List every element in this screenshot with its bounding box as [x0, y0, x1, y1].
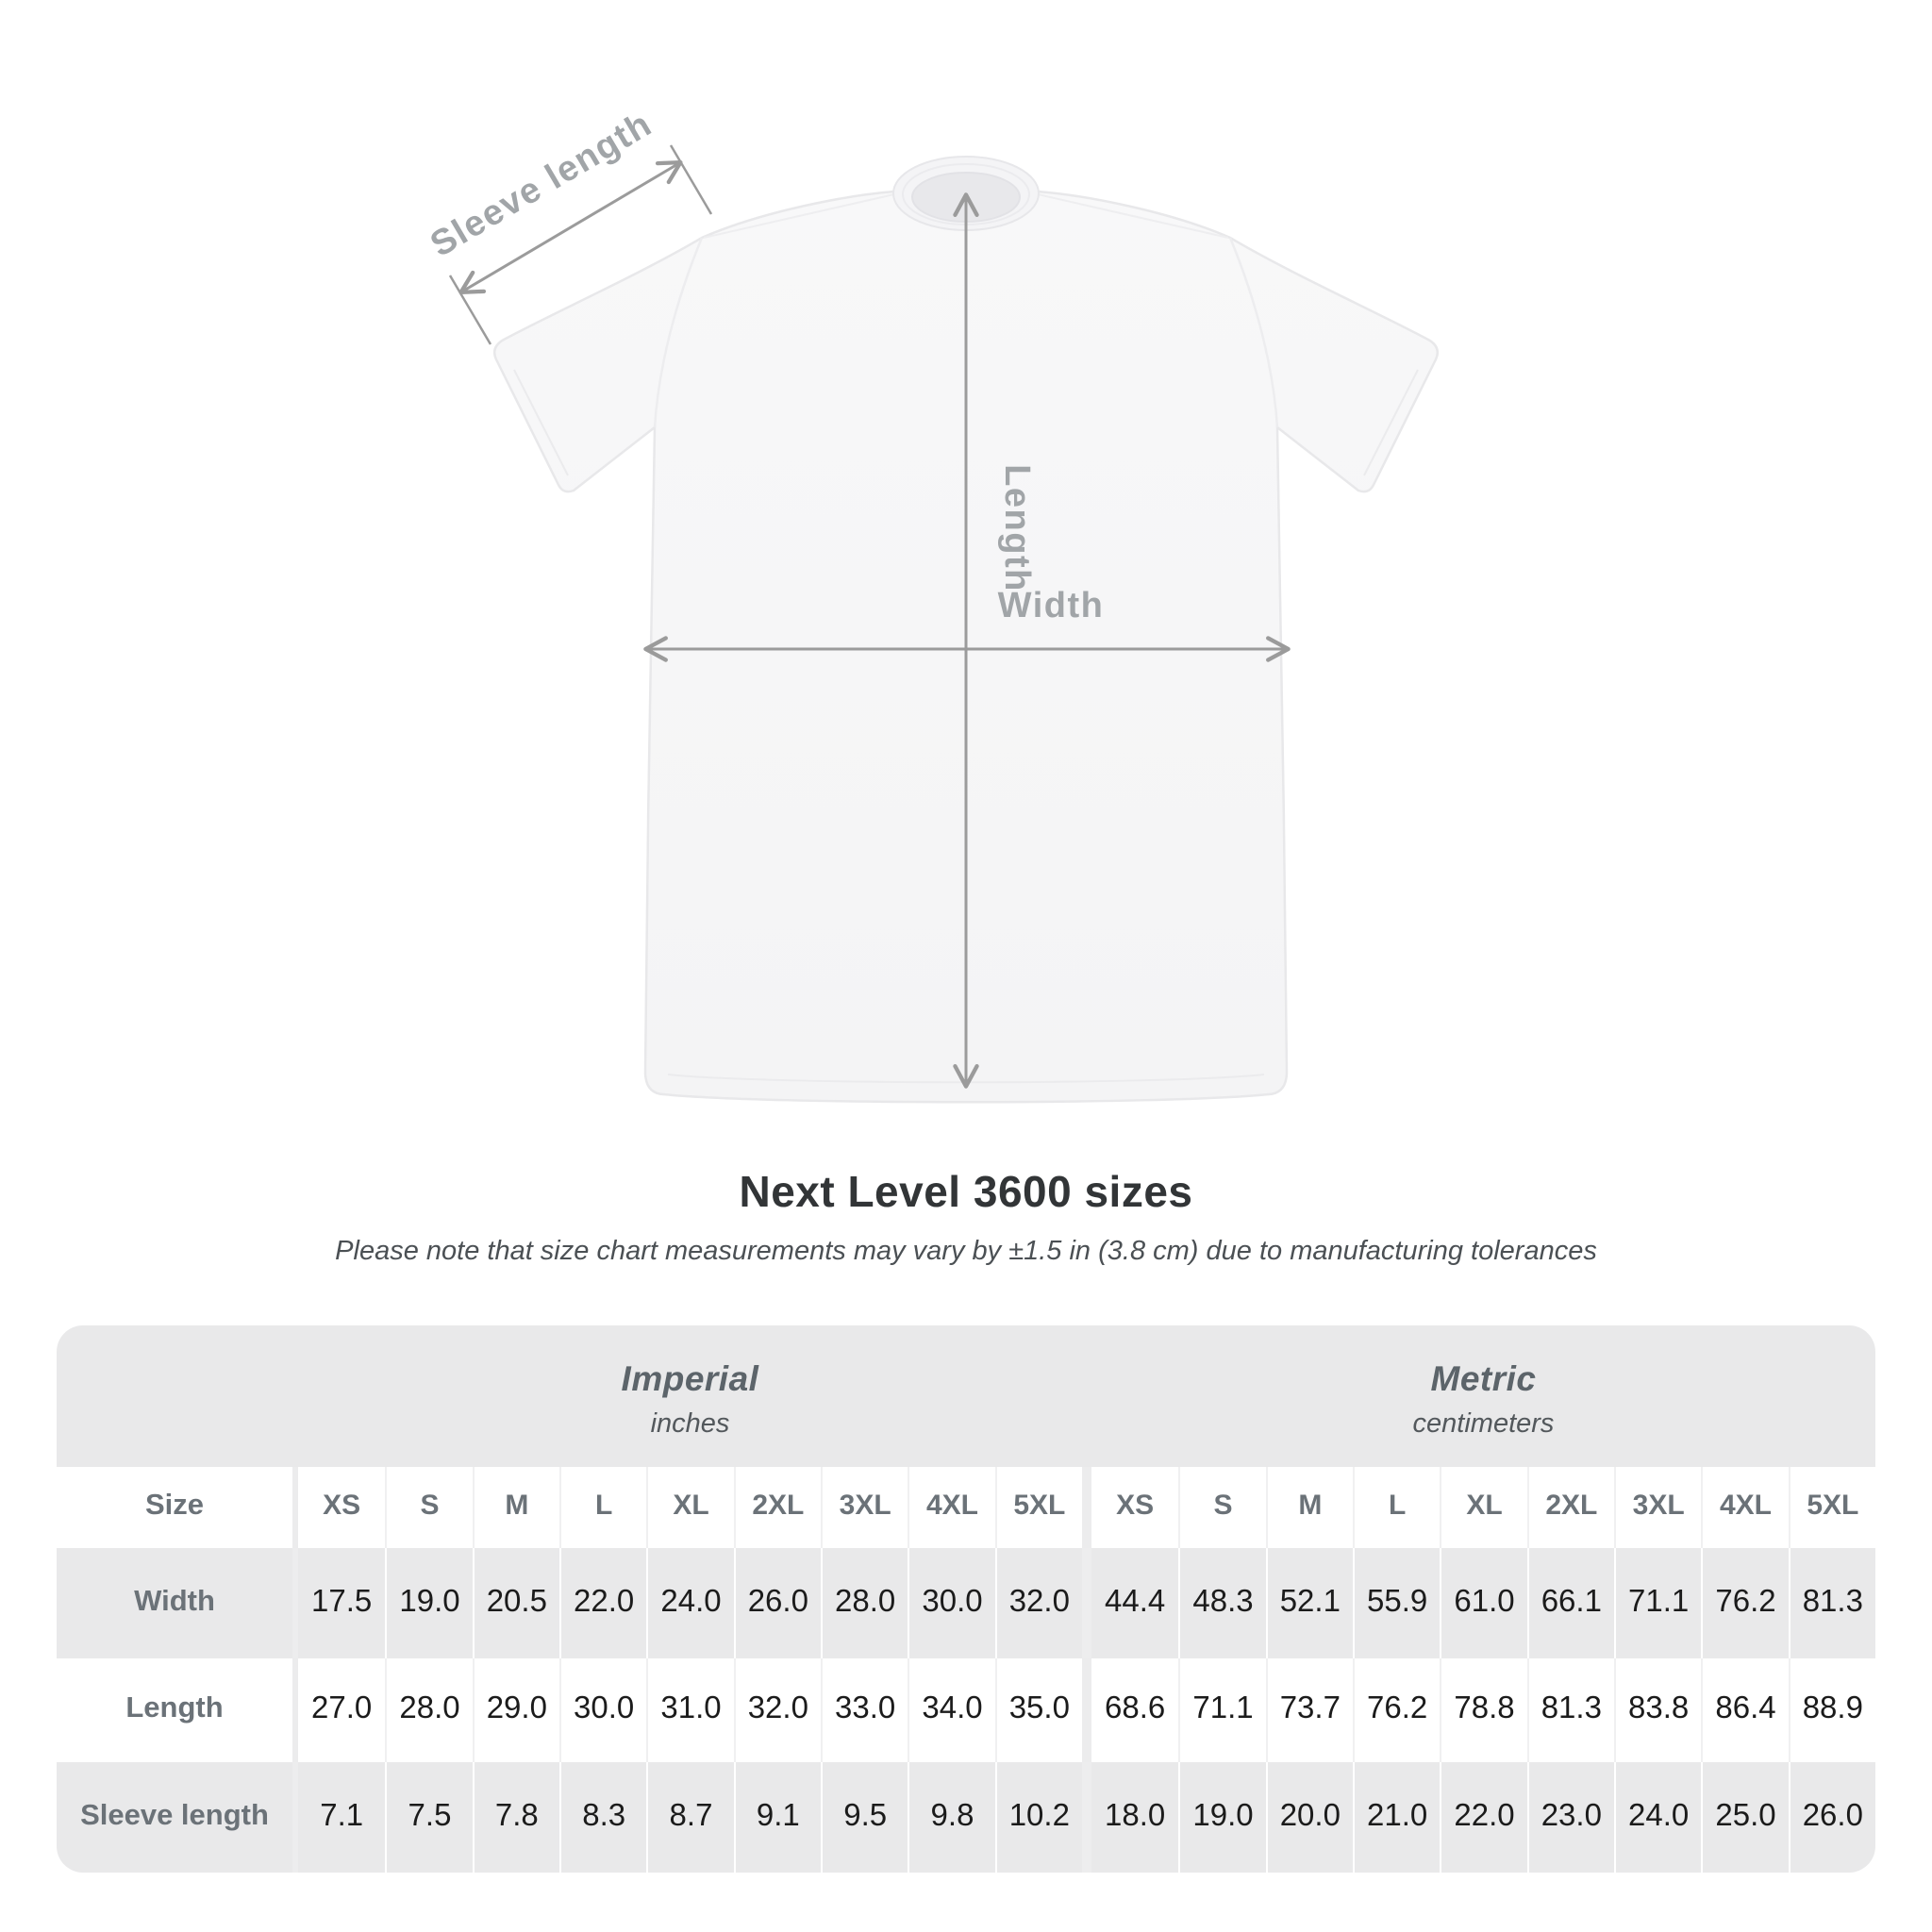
- table-cell: 31.0: [646, 1658, 733, 1762]
- row-label-width: Width: [57, 1548, 292, 1658]
- size-col-header: M: [1266, 1467, 1353, 1548]
- length-label: Length: [997, 464, 1037, 592]
- sleeve-length-label: Sleeve length: [424, 104, 659, 265]
- table-cell: 21.0: [1353, 1762, 1440, 1873]
- table-cell: 9.5: [821, 1762, 908, 1873]
- table-cell: 83.8: [1614, 1658, 1701, 1762]
- table-cell: 78.8: [1440, 1658, 1526, 1762]
- table-cell: 73.7: [1266, 1658, 1353, 1762]
- page-title: Next Level 3600 sizes: [739, 1167, 1193, 1216]
- table-cell: 19.0: [385, 1548, 472, 1658]
- metric-sub-label: centimeters: [1412, 1407, 1555, 1439]
- imperial-label: Imperial: [621, 1358, 759, 1398]
- table-cell: 76.2: [1353, 1658, 1440, 1762]
- units-band: [57, 1325, 1875, 1467]
- size-col-header: XS: [1116, 1490, 1155, 1521]
- size-col-header: 4XL: [1701, 1467, 1788, 1548]
- table-cell: 66.1: [1527, 1548, 1614, 1658]
- table-cell: 20.5: [473, 1548, 559, 1658]
- table-cell: 9.8: [908, 1762, 994, 1873]
- table-cell: 17.5: [298, 1548, 385, 1658]
- size-header: Size: [144, 1488, 205, 1521]
- table-cell: 86.4: [1701, 1658, 1788, 1762]
- size-col-header: 4XL: [908, 1467, 994, 1548]
- table-cell: 30.0: [559, 1658, 646, 1762]
- row-label-sleeve-length: Sleeve length: [57, 1762, 292, 1873]
- size-col-header: 3XL: [1614, 1467, 1701, 1548]
- size-col-header: 5XL: [995, 1467, 1082, 1548]
- size-col-header: 3XL: [821, 1467, 908, 1548]
- table-cell: 71.1: [1178, 1658, 1265, 1762]
- table-cell: 44.4: [1091, 1548, 1178, 1658]
- size-col-header: 2XL: [734, 1467, 821, 1548]
- table-cell: 20.0: [1266, 1762, 1353, 1873]
- table-cell: 7.5: [385, 1762, 472, 1873]
- table-cell: 35.0: [995, 1658, 1082, 1762]
- table-cell: 26.0: [1789, 1762, 1875, 1873]
- table-cell: 61.0: [1440, 1548, 1526, 1658]
- size-col-header: S: [1178, 1467, 1265, 1548]
- imperial-sub-label: inches: [650, 1407, 730, 1439]
- unit-separator: [1082, 1548, 1091, 1658]
- size-col-header: L: [559, 1467, 646, 1548]
- size-col-header: 5XL: [1789, 1467, 1875, 1548]
- table-cell: 32.0: [734, 1658, 821, 1762]
- table-cell: 25.0: [1701, 1762, 1788, 1873]
- table-cell: 9.1: [734, 1762, 821, 1873]
- size-table: [57, 1325, 1875, 1873]
- table-cell: 34.0: [908, 1658, 994, 1762]
- length-row: [57, 1658, 1875, 1762]
- table-cell: 7.1: [298, 1762, 385, 1873]
- table-cell: 24.0: [646, 1548, 733, 1658]
- table-cell: 28.0: [821, 1548, 908, 1658]
- row-label-length: Length: [125, 1690, 224, 1724]
- unit-separator: [1082, 1762, 1091, 1873]
- table-cell: 8.3: [559, 1762, 646, 1873]
- size-col-header: XL: [646, 1467, 733, 1548]
- table-cell: 7.8: [473, 1762, 559, 1873]
- table-cell: 27.0: [311, 1690, 373, 1724]
- table-cell: 22.0: [559, 1548, 646, 1658]
- table-cell: 22.0: [1440, 1762, 1526, 1873]
- table-cell: 24.0: [1614, 1762, 1701, 1873]
- size-col-header: 2XL: [1527, 1467, 1614, 1548]
- table-cell: 18.0: [1091, 1762, 1178, 1873]
- table-cell: 23.0: [1527, 1762, 1614, 1873]
- imperial-unit-group: [298, 1325, 1082, 1467]
- unit-separator: [1082, 1467, 1091, 1548]
- table-cell: 48.3: [1178, 1548, 1265, 1658]
- table-cell: 26.0: [734, 1548, 821, 1658]
- unit-separator: [1082, 1658, 1091, 1762]
- width-row: [57, 1548, 1875, 1658]
- size-header-row: [57, 1467, 1875, 1548]
- table-cell: 81.3: [1789, 1548, 1875, 1658]
- table-cell: 8.7: [646, 1762, 733, 1873]
- table-cell: 19.0: [1178, 1762, 1265, 1873]
- table-cell: 30.0: [908, 1548, 994, 1658]
- table-cell: 10.2: [995, 1762, 1082, 1873]
- table-cell: 55.9: [1353, 1548, 1440, 1658]
- table-cell: 81.3: [1527, 1658, 1614, 1762]
- table-cell: 33.0: [821, 1658, 908, 1762]
- size-col-header: M: [473, 1467, 559, 1548]
- size-col-header: S: [385, 1467, 472, 1548]
- size-col-header: XS: [323, 1490, 361, 1521]
- size-col-header: L: [1353, 1467, 1440, 1548]
- table-cell: 88.9: [1789, 1658, 1875, 1762]
- table-cell: 29.0: [473, 1658, 559, 1762]
- table-cell: 76.2: [1701, 1548, 1788, 1658]
- table-cell: 28.0: [385, 1658, 472, 1762]
- table-cell: 32.0: [995, 1548, 1082, 1658]
- table-cell: 68.6: [1105, 1690, 1166, 1724]
- table-cell: 52.1: [1266, 1548, 1353, 1658]
- metric-unit-group: [1091, 1325, 1875, 1467]
- tolerance-note: Please note that size chart measurements may vary by ±1.5 in (3.8 cm) due to manufacturing tolerances: [335, 1236, 1597, 1266]
- table-cell: 71.1: [1614, 1548, 1701, 1658]
- metric-label: Metric: [1430, 1358, 1537, 1398]
- size-col-header: XL: [1440, 1467, 1526, 1548]
- width-label: Width: [997, 586, 1105, 625]
- sleeve-length-row: [57, 1762, 1875, 1873]
